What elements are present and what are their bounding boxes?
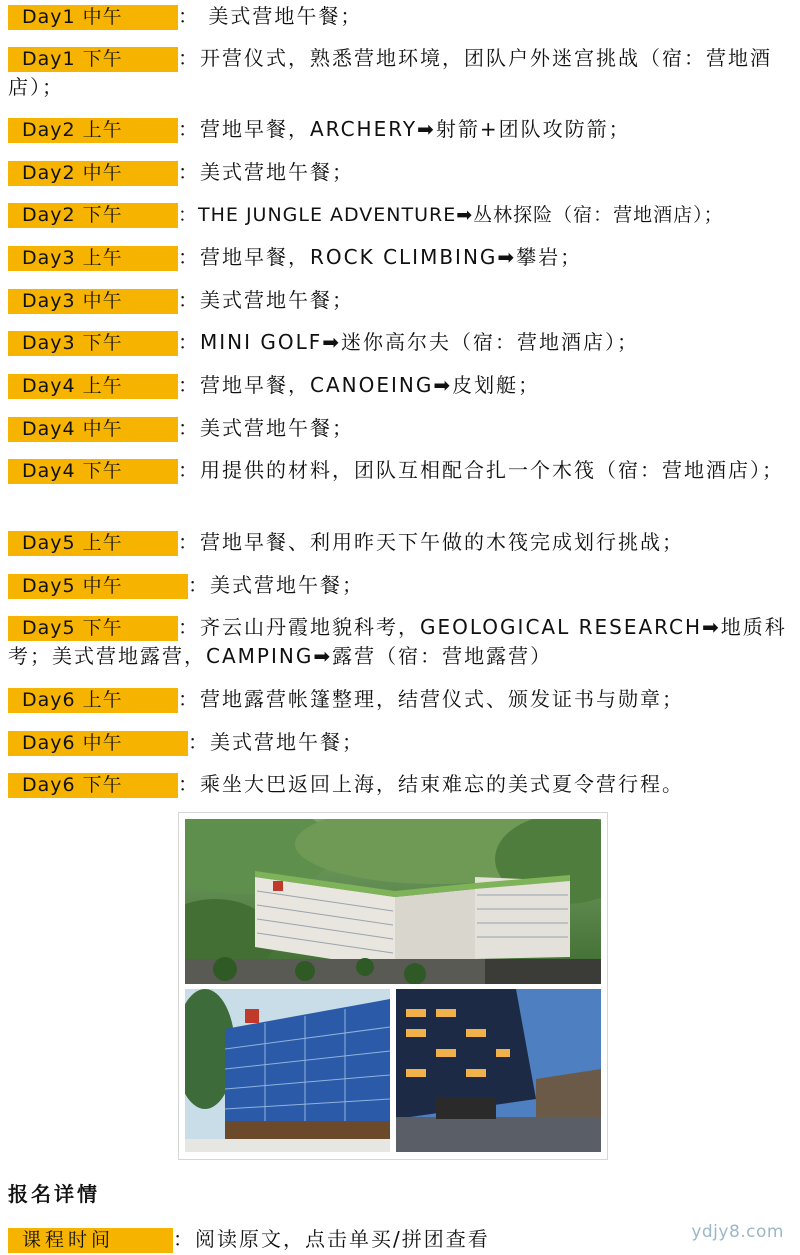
schedule-item bbox=[8, 685, 788, 714]
schedule-text: ：美式营地午餐； bbox=[178, 160, 354, 184]
schedule-text: ：美式营地午餐； bbox=[188, 730, 364, 754]
day-tag: Day1 中午 bbox=[8, 5, 178, 30]
day-tag: Day6 下午 bbox=[8, 773, 178, 798]
day-tag: Day4 中午 bbox=[8, 417, 178, 442]
day-tag: Day4 下午 bbox=[8, 459, 178, 484]
schedule-text: ：营地早餐、利用昨天下午做的木筏完成划行挑战； bbox=[178, 530, 684, 554]
day-tag: Day2 中午 bbox=[8, 161, 178, 186]
schedule-text: ：美式营地午餐； bbox=[188, 573, 364, 597]
day-tag: Day6 中午 bbox=[8, 731, 188, 756]
schedule-item bbox=[8, 528, 788, 557]
schedule-item bbox=[8, 286, 788, 315]
schedule-item bbox=[8, 2, 788, 31]
day-tag: Day3 中午 bbox=[8, 289, 178, 314]
hotel-dusk-photo bbox=[396, 989, 601, 1152]
schedule-text: ：营地早餐，ARCHERY➡射箭+团队攻防箭； bbox=[178, 117, 631, 141]
schedule-text: ：MINI GOLF➡迷你高尔夫（宿：营地酒店）； bbox=[178, 330, 640, 354]
schedule-text: ：THE JUNGLE ADVENTURE➡丛林探险（宿：营地酒店）； bbox=[178, 204, 724, 226]
course-tag: 课程时间 bbox=[8, 1228, 173, 1253]
schedule-text: ： 美式营地午餐； bbox=[178, 4, 363, 28]
day-tag: Day1 下午 bbox=[8, 47, 178, 72]
schedule-item bbox=[8, 158, 788, 187]
schedule-item bbox=[8, 571, 788, 600]
schedule-item bbox=[8, 414, 788, 443]
hotel-photo-collage bbox=[178, 812, 608, 1160]
schedule-item bbox=[8, 243, 788, 272]
schedule-item bbox=[8, 770, 788, 799]
day-tag: Day5 上午 bbox=[8, 531, 178, 556]
day-tag: Day2 下午 bbox=[8, 203, 178, 228]
day-tag: Day6 上午 bbox=[8, 688, 178, 713]
schedule-text: ：营地早餐，ROCK CLIMBING➡攀岩； bbox=[178, 245, 583, 269]
schedule-text: ：乘坐大巴返回上海，结束难忘的美式夏令营行程。 bbox=[178, 772, 684, 796]
schedule-item bbox=[8, 328, 788, 357]
schedule-item bbox=[8, 613, 788, 671]
schedule-item bbox=[8, 115, 788, 144]
course-time-row bbox=[8, 1225, 788, 1254]
schedule-text: ：美式营地午餐； bbox=[178, 416, 354, 440]
day-tag: Day5 中午 bbox=[8, 574, 188, 599]
schedule-item bbox=[8, 728, 788, 757]
schedule-text: ：开营仪式，熟悉营地环境，团队户外迷宫挑战（宿：营地酒店）； bbox=[8, 46, 772, 99]
course-text: ：阅读原文，点击单买/拼团查看 bbox=[173, 1227, 490, 1251]
day-tag: Day2 上午 bbox=[8, 118, 178, 143]
section-title: 报名详情 bbox=[8, 1182, 100, 1206]
schedule-item bbox=[8, 371, 788, 400]
day-tag: Day3 上午 bbox=[8, 246, 178, 271]
schedule-text: ：美式营地午餐； bbox=[178, 288, 354, 312]
schedule-item bbox=[8, 200, 788, 230]
schedule-text: ：营地早餐，CANOEING➡皮划艇； bbox=[178, 373, 541, 397]
schedule-text: ：齐云山丹霞地貌科考，GEOLOGICAL RESEARCH➡地质科考；美式营地露营，CAMPING➡露营（宿：营地露营） bbox=[8, 615, 787, 668]
hotel-aerial-photo bbox=[185, 819, 601, 984]
schedule-text: ：用提供的材料，团队互相配合扎一个木筏（宿：营地酒店）； bbox=[178, 458, 784, 482]
day-tag: Day4 上午 bbox=[8, 374, 178, 399]
schedule-item bbox=[8, 44, 788, 102]
schedule-item bbox=[8, 456, 788, 485]
hotel-facade-photo bbox=[185, 989, 390, 1152]
day-tag: Day5 下午 bbox=[8, 616, 178, 641]
watermark: ydjy8.com bbox=[691, 1222, 784, 1242]
day-tag: Day3 下午 bbox=[8, 331, 178, 356]
schedule-text: ：营地露营帐篷整理，结营仪式、颁发证书与勋章； bbox=[178, 687, 684, 711]
